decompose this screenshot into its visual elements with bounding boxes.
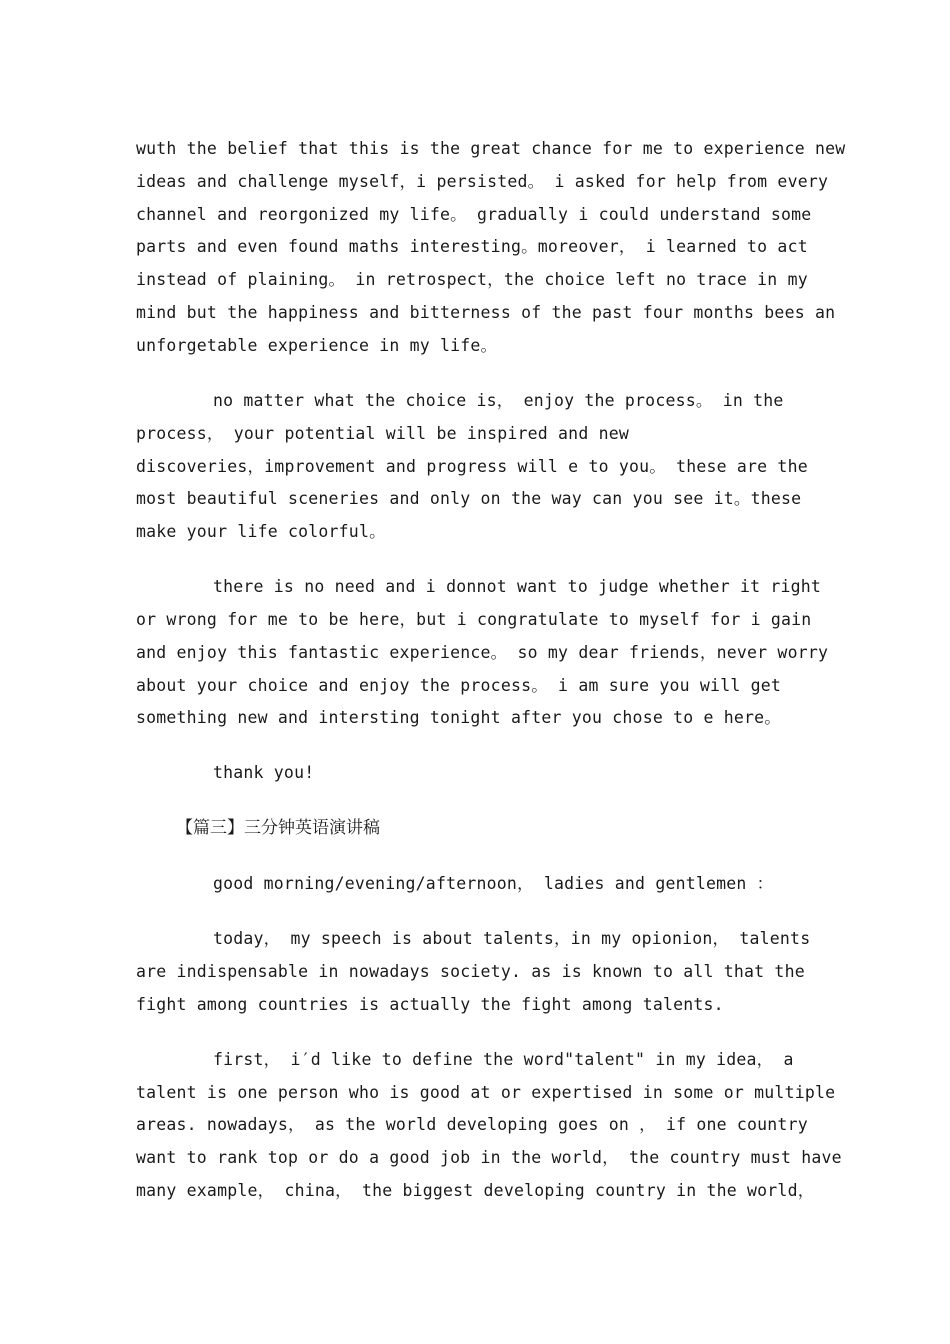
- text-line: wuth the belief that this is the great chance for me to experience new: [136, 139, 846, 158]
- text-line: ideas and challenge myself，i persisted。 i asked for help from every: [136, 172, 829, 191]
- text-line: talent is one person who is good at or expertised in some or multiple: [136, 1083, 836, 1102]
- text-line: today， my speech is about talents，in my opionion， talents: [213, 929, 811, 948]
- section-heading: 【篇三】三分钟英语演讲稿: [176, 818, 380, 838]
- text-line: unforgetable experience in my life。: [136, 336, 498, 355]
- text-line: channel and reorgonized my life。 gradually i could understand some: [136, 205, 812, 224]
- text-line: mind but the happiness and bitterness of the past four months bees an: [136, 303, 836, 322]
- text-line: no matter what the choice is， enjoy the process。 in the: [213, 391, 784, 410]
- text-line: process， your potential will be inspired and new: [136, 424, 629, 443]
- text-line: instead of plaining。 in retrospect，the choice left no trace in my: [136, 270, 808, 289]
- greeting-line: good morning/evening/afternoon， ladies and gentlemen ：: [213, 874, 774, 893]
- closing-line: thank you!: [213, 763, 315, 782]
- text-line: about your choice and enjoy the process。 i am sure you will get: [136, 676, 781, 695]
- text-line: many example， china， the biggest developing country in the world，: [136, 1181, 815, 1200]
- text-line: most beautiful sceneries and only on the way can you see it。these: [136, 489, 802, 508]
- text-line: there is no need and i donnot want to judge whether it right: [213, 577, 822, 596]
- text-line: parts and even found maths interesting。moreover， i learned to act: [136, 237, 808, 256]
- text-line: are indispensable in nowadays society. as is known to all that the: [136, 962, 805, 981]
- text-line: discoveries，improvement and progress will e to you。 these are the: [136, 457, 808, 476]
- text-line: first， i′d like to define the word"talent" in my idea， a: [213, 1050, 794, 1069]
- text-line: make your life colorful。: [136, 522, 386, 541]
- text-line: areas. nowadays， as the world developing goes on ， if one country: [136, 1115, 808, 1134]
- text-line: something new and intersting tonight after you chose to e here。: [136, 708, 781, 727]
- text-line: and enjoy this fantastic experience。 so my dear friends，never worry: [136, 643, 829, 662]
- text-line: want to rank top or do a good job in the world， the country must have: [136, 1148, 842, 1167]
- text-line: or wrong for me to be here，but i congratulate to myself for i gain: [136, 610, 812, 629]
- text-line: fight among countries is actually the fight among talents.: [136, 995, 724, 1014]
